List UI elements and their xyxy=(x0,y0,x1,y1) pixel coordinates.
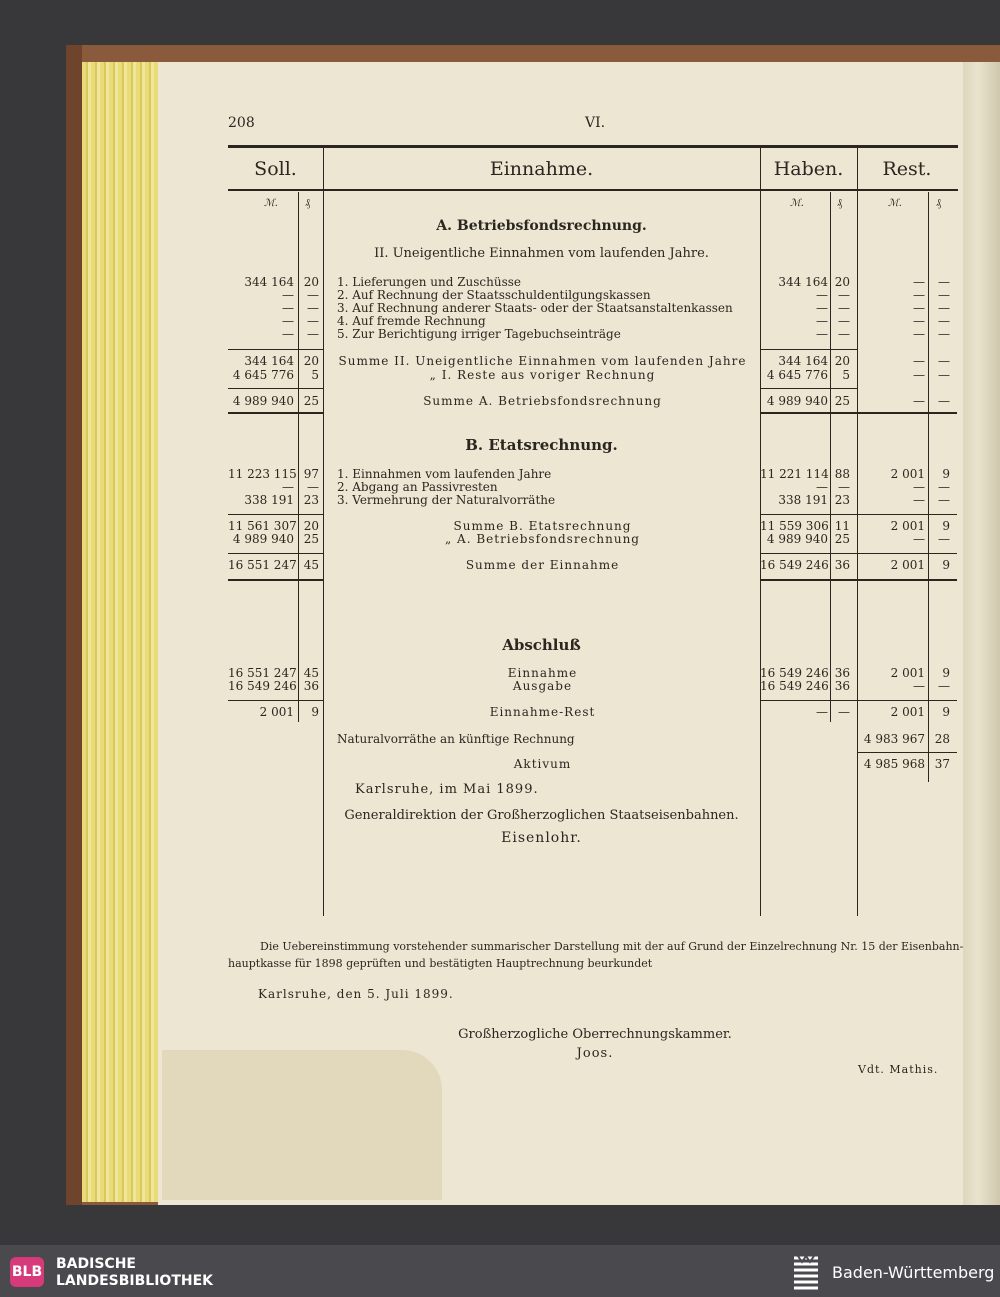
row-label: 1. Einnahmen vom laufenden Jahre xyxy=(337,467,552,481)
attestation-line-1: Die Uebereinstimmung vorstehender summarischer Darstellung mit der auf Grund der Einzelrechnung Nr. 15 der Eisenbahn- xyxy=(260,940,964,953)
haben-pf-cell: 11 xyxy=(834,519,850,533)
rest-pf-cell: — xyxy=(938,327,950,341)
page-edges-stack xyxy=(82,62,162,1202)
row-label: Naturalvorräthe an künftige Rechnung xyxy=(337,732,575,746)
soll-pf-cell: 20 xyxy=(303,519,319,533)
rest-mark-cell: 2 001 xyxy=(890,467,925,481)
soll-pf-cell: 5 xyxy=(311,368,319,382)
state-coat-of-arms-icon xyxy=(790,1252,822,1292)
sum-rule xyxy=(228,349,323,350)
rest-pf-cell: — xyxy=(938,354,950,368)
blb-logo-badge[interactable]: BLB xyxy=(10,1257,44,1287)
column-divider xyxy=(323,148,324,916)
soll-mark-cell: 2 001 xyxy=(259,705,294,719)
rest-pf-cell: — xyxy=(938,288,950,302)
paper-stain xyxy=(162,1050,442,1200)
haben-mark-cell: — xyxy=(816,288,828,302)
soll-pf-cell: — xyxy=(307,314,319,328)
rest-pf-cell: — xyxy=(938,314,950,328)
page-number: 208 xyxy=(228,115,255,131)
haben-pf-cell: — xyxy=(838,480,850,494)
haben-mark-cell: — xyxy=(816,314,828,328)
haben-pf-cell: 36 xyxy=(834,679,850,693)
soll-mark-cell: — xyxy=(282,480,294,494)
rest-mark-cell: — xyxy=(913,275,925,289)
soll-mark-cell: 16 551 247 xyxy=(228,666,297,680)
soll-mark-cell: 338 191 xyxy=(244,493,294,507)
column-divider xyxy=(830,192,831,722)
closing-authority: Generaldirektion der Großherzoglichen Staatseisenbahnen. xyxy=(344,808,739,823)
haben-pf-cell: 25 xyxy=(834,394,850,408)
soll-mark-cell: — xyxy=(282,327,294,341)
rest-pf-cell: — xyxy=(938,301,950,315)
haben-mark-cell: 344 164 xyxy=(778,275,828,289)
soll-mark-cell: 11 223 115 xyxy=(228,467,297,481)
soll-pf-cell: 20 xyxy=(303,354,319,368)
section-end-rule xyxy=(228,412,323,414)
soll-mark-cell: 4 989 940 xyxy=(232,532,294,546)
sum-rule xyxy=(760,388,857,389)
haben-pf-cell: 5 xyxy=(842,368,850,382)
haben-mark-cell: 4 989 940 xyxy=(766,394,828,408)
haben-pf-cell: 88 xyxy=(834,467,850,481)
soll-mark-cell: — xyxy=(282,301,294,315)
soll-mark-cell: 16 549 246 xyxy=(228,679,297,693)
attestation-authority: Großherzogliche Oberrechnungskammer. xyxy=(458,1027,732,1042)
attestation-signature: Joos. xyxy=(576,1046,614,1061)
row-label: 2. Abgang an Passivresten xyxy=(337,480,498,494)
rest-pf-cell: — xyxy=(938,480,950,494)
haben-pf-cell: — xyxy=(838,288,850,302)
sum-rule xyxy=(760,700,957,701)
rest-pf-cell: — xyxy=(938,532,950,546)
sum-rule xyxy=(228,553,323,554)
rest-mark-cell: — xyxy=(913,354,925,368)
soll-pf-cell: 36 xyxy=(303,679,319,693)
haben-mark-cell: 344 164 xyxy=(778,354,828,368)
rest-pf-cell: 9 xyxy=(942,666,950,680)
sum-label: Einnahme xyxy=(507,666,578,680)
haben-mark-cell: 16 549 246 xyxy=(760,666,829,680)
haben-mark-cell: 11 221 114 xyxy=(760,467,829,481)
section-number: VI. xyxy=(585,115,606,131)
soll-mark-cell: — xyxy=(282,314,294,328)
haben-mark-cell: 16 549 246 xyxy=(760,679,829,693)
header-soll: Soll. xyxy=(254,158,297,180)
soll-pf-cell: — xyxy=(307,301,319,315)
sum-label: Ausgabe xyxy=(512,679,573,693)
soll-mark-cell: 16 551 247 xyxy=(228,558,297,572)
header-rest: Rest. xyxy=(882,158,932,180)
haben-mark-cell: — xyxy=(816,327,828,341)
rest-mark-cell: — xyxy=(913,394,925,408)
haben-mark-cell: 338 191 xyxy=(778,493,828,507)
haben-pf-cell: 25 xyxy=(834,532,850,546)
section-a-title: A. Betriebsfondsrechnung. xyxy=(436,218,647,234)
haben-pf-cell: — xyxy=(838,705,850,719)
rest-pf-cell: — xyxy=(938,679,950,693)
haben-mark-cell: — xyxy=(816,301,828,315)
rest-mark-cell: — xyxy=(913,679,925,693)
soll-pf-cell: — xyxy=(307,288,319,302)
soll-mark-cell: 344 164 xyxy=(244,275,294,289)
column-divider xyxy=(298,192,299,722)
sum-rule xyxy=(228,388,323,389)
haben-pf-cell: — xyxy=(838,314,850,328)
sum-rule xyxy=(760,349,857,350)
rest-pf-cell: — xyxy=(938,493,950,507)
section-end-rule xyxy=(760,579,957,581)
sum-label: Einnahme-Rest xyxy=(489,705,596,719)
soll-pf-cell: — xyxy=(307,327,319,341)
haben-pf-cell: 23 xyxy=(834,493,850,507)
haben-pf-cell: 20 xyxy=(834,275,850,289)
table-top-rule xyxy=(228,145,958,148)
rest-mark-cell: 2 001 xyxy=(890,519,925,533)
book-spine-edge xyxy=(66,45,82,1205)
rest-pf-cell: — xyxy=(938,275,950,289)
rest-mark-cell: — xyxy=(913,301,925,315)
attestation-vdt: Vdt. Mathis. xyxy=(858,1063,939,1076)
rest-mark-cell: — xyxy=(913,532,925,546)
abschluss-title: Abschluß xyxy=(502,636,581,654)
table-header-rule xyxy=(228,189,958,191)
rest-pf-cell: 9 xyxy=(942,558,950,572)
haben-pf-cell: 36 xyxy=(834,558,850,572)
sum-rule xyxy=(228,700,323,701)
rest-mark-cell: — xyxy=(913,314,925,328)
haben-mark-cell: 4 645 776 xyxy=(766,368,828,382)
header-haben: Haben. xyxy=(773,158,844,180)
soll-mark-cell: 11 561 307 xyxy=(228,519,297,533)
soll-pf-cell: 25 xyxy=(303,532,319,546)
haben-pf-cell: 20 xyxy=(834,354,850,368)
sum-rule xyxy=(760,514,957,515)
row-label: 3. Vermehrung der Naturalvorräthe xyxy=(337,493,556,507)
currency-pf: ₰ xyxy=(837,198,842,209)
rest-mark-cell: — xyxy=(913,480,925,494)
sum-label: Summe II. Uneigentliche Einnahmen vom laufenden Jahre xyxy=(338,354,747,368)
rest-mark-cell: — xyxy=(913,368,925,382)
row-label: 5. Zur Berichtigung irriger Tagebuchseinträge xyxy=(337,327,621,341)
section-end-rule xyxy=(228,579,323,581)
rest-pf-cell: 37 xyxy=(934,757,950,771)
soll-mark-cell: 4 989 940 xyxy=(232,394,294,408)
section-end-rule xyxy=(760,412,957,414)
sum-label: Summe A. Betriebsfondsrechnung xyxy=(423,394,662,408)
sum-rule xyxy=(760,553,957,554)
attestation-place-date: Karlsruhe, den 5. Juli 1899. xyxy=(258,987,454,1001)
rest-mark-cell: 2 001 xyxy=(890,666,925,680)
soll-mark-cell: 344 164 xyxy=(244,354,294,368)
haben-mark-cell: — xyxy=(816,480,828,494)
haben-pf-cell: 36 xyxy=(834,666,850,680)
section-a-subtitle: II. Uneigentliche Einnahmen vom laufenden Jahre. xyxy=(374,246,709,261)
soll-pf-cell: 97 xyxy=(303,467,319,481)
currency-pf: ₰ xyxy=(305,198,310,209)
soll-pf-cell: 9 xyxy=(311,705,319,719)
soll-pf-cell: — xyxy=(307,480,319,494)
sum-label: „ I. Reste aus voriger Rechnung xyxy=(429,368,656,382)
haben-mark-cell: 16 549 246 xyxy=(760,558,829,572)
header-einnahme: Einnahme. xyxy=(489,158,594,180)
row-label: 1. Lieferungen und Zuschüsse xyxy=(337,275,522,289)
currency-mark: ℳ. xyxy=(888,198,902,209)
sum-label: Aktivum xyxy=(513,757,572,771)
soll-pf-cell: 45 xyxy=(303,558,319,572)
row-label: 2. Auf Rechnung der Staatsschuldentilgungskassen xyxy=(337,288,651,302)
sum-label: Summe B. Etatsrechnung xyxy=(453,519,632,533)
row-label: 3. Auf Rechnung anderer Staats- oder der Staatsanstaltenkassen xyxy=(337,301,733,315)
rest-pf-cell: 9 xyxy=(942,519,950,533)
rest-pf-cell: 28 xyxy=(934,732,950,746)
sum-label: „ A. Betriebsfondsrechnung xyxy=(445,532,640,546)
haben-mark-cell: 11 559 306 xyxy=(760,519,829,533)
closing-signature: Eisenlohr. xyxy=(501,830,582,846)
rest-pf-cell: 9 xyxy=(942,467,950,481)
rest-mark-cell: — xyxy=(913,493,925,507)
haben-mark-cell: 4 989 940 xyxy=(766,532,828,546)
sum-rule xyxy=(857,752,957,753)
rest-mark-cell: — xyxy=(913,288,925,302)
rest-mark-cell: 4 983 967 xyxy=(863,732,925,746)
soll-pf-cell: 23 xyxy=(303,493,319,507)
closing-place-date: Karlsruhe, im Mai 1899. xyxy=(355,782,539,797)
section-b-title: B. Etatsrechnung. xyxy=(465,436,618,454)
library-name-line-2: LANDESBIBLIOTHEK xyxy=(56,1273,214,1289)
haben-pf-cell: — xyxy=(838,301,850,315)
sum-rule xyxy=(228,514,323,515)
currency-mark: ℳ. xyxy=(790,198,804,209)
rest-pf-cell: — xyxy=(938,394,950,408)
rest-mark-cell: 4 985 968 xyxy=(863,757,925,771)
state-name[interactable]: Baden-Württemberg xyxy=(832,1263,995,1282)
soll-pf-cell: 45 xyxy=(303,666,319,680)
currency-mark: ℳ. xyxy=(264,198,278,209)
library-name-line-1: BADISCHE xyxy=(56,1256,136,1272)
attestation-line-2: hauptkasse für 1898 geprüften und bestätigten Hauptrechnung beurkundet xyxy=(228,957,653,970)
haben-mark-cell: — xyxy=(816,705,828,719)
facing-page-edge xyxy=(963,62,1000,1205)
rest-mark-cell: 2 001 xyxy=(890,705,925,719)
soll-pf-cell: 20 xyxy=(303,275,319,289)
haben-pf-cell: — xyxy=(838,327,850,341)
currency-pf: ₰ xyxy=(936,198,941,209)
rest-pf-cell: 9 xyxy=(942,705,950,719)
soll-mark-cell: 4 645 776 xyxy=(232,368,294,382)
rest-pf-cell: — xyxy=(938,368,950,382)
rest-mark-cell: — xyxy=(913,327,925,341)
soll-mark-cell: — xyxy=(282,288,294,302)
row-label: 4. Auf fremde Rechnung xyxy=(337,314,486,328)
rest-mark-cell: 2 001 xyxy=(890,558,925,572)
sum-label: Summe der Einnahme xyxy=(465,558,620,572)
soll-pf-cell: 25 xyxy=(303,394,319,408)
